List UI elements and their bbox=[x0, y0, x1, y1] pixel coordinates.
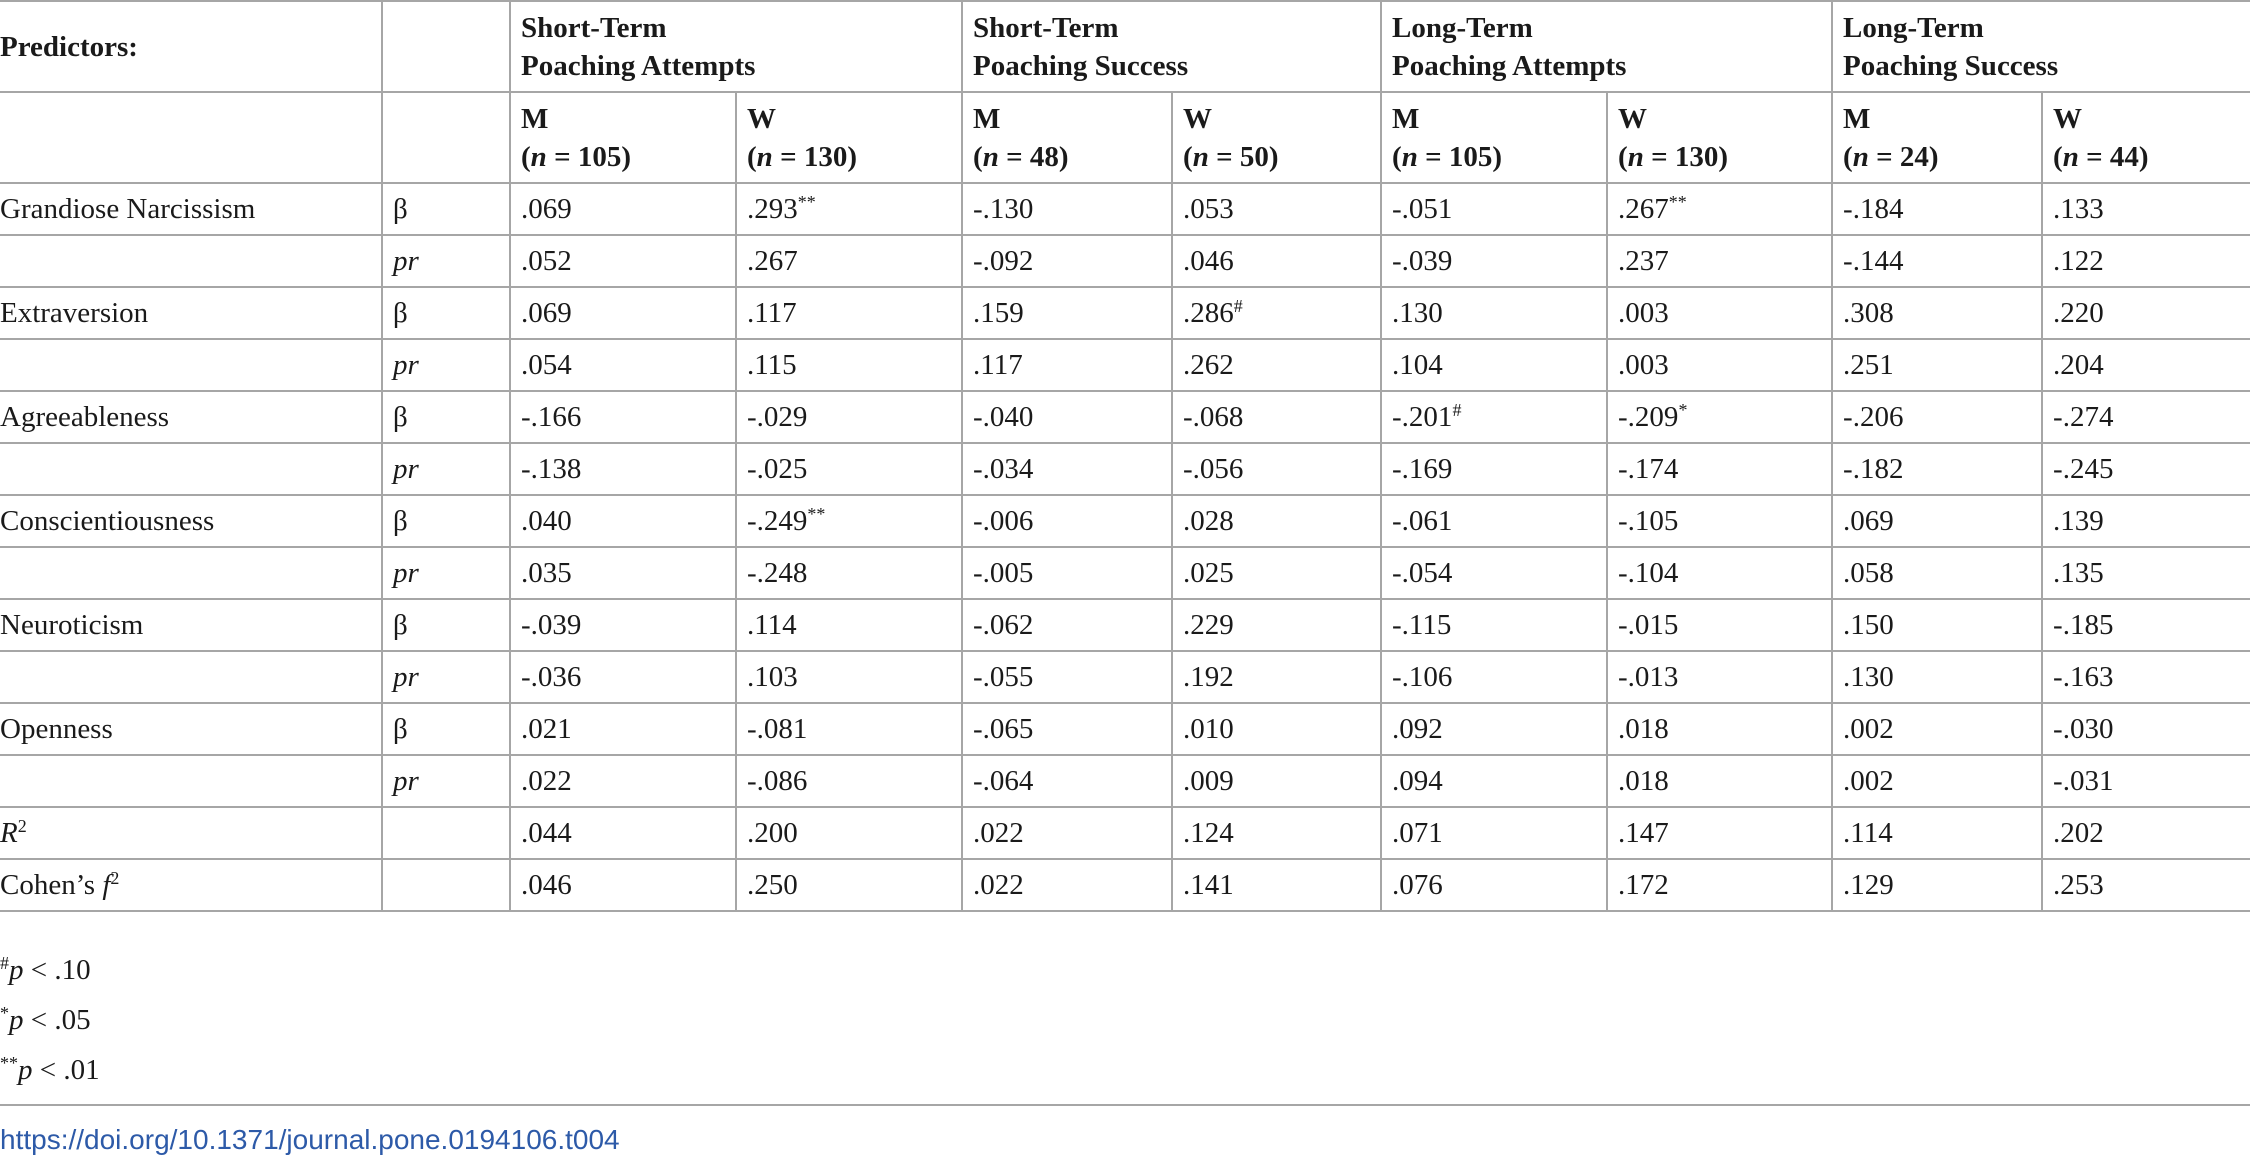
subgroup-header-cell: W (n = 130) bbox=[1607, 92, 1832, 183]
value-cell: .229 bbox=[1172, 599, 1381, 651]
value-cell: .139 bbox=[2042, 495, 2250, 547]
table-row bbox=[0, 391, 2250, 443]
value-cell: .052 bbox=[510, 235, 736, 287]
value-cell: -.163 bbox=[2042, 651, 2250, 703]
value-cell: .046 bbox=[1172, 235, 1381, 287]
table-row bbox=[0, 703, 2250, 755]
predictor-cell bbox=[0, 443, 382, 495]
value-cell: -.249** bbox=[736, 495, 962, 547]
value-cell: -.054 bbox=[1381, 547, 1607, 599]
value-cell: -.081 bbox=[736, 703, 962, 755]
value-cell: -.068 bbox=[1172, 391, 1381, 443]
value-cell: .003 bbox=[1607, 287, 1832, 339]
significance-mark: ** bbox=[807, 504, 826, 524]
predictor-cell: $R^2$ bbox=[0, 807, 382, 859]
value-cell: .253 bbox=[2042, 859, 2250, 911]
table-row bbox=[0, 859, 2250, 911]
value-cell: .053 bbox=[1172, 183, 1381, 235]
value-cell: .250 bbox=[736, 859, 962, 911]
value-cell: .094 bbox=[1381, 755, 1607, 807]
table-row bbox=[0, 339, 2250, 391]
stat-cell bbox=[382, 859, 510, 911]
value-cell: .076 bbox=[1381, 859, 1607, 911]
value-cell: .022 bbox=[962, 807, 1172, 859]
value-cell: -.039 bbox=[510, 599, 736, 651]
stat-cell: pr bbox=[382, 235, 510, 287]
value-cell: .069 bbox=[510, 287, 736, 339]
stat-cell: β bbox=[382, 495, 510, 547]
value-cell: -.056 bbox=[1172, 443, 1381, 495]
value-cell: -.086 bbox=[736, 755, 962, 807]
value-cell: -.036 bbox=[510, 651, 736, 703]
value-cell: -.039 bbox=[1381, 235, 1607, 287]
value-cell: .200 bbox=[736, 807, 962, 859]
value-cell: .003 bbox=[1607, 339, 1832, 391]
stat-cell: β bbox=[382, 391, 510, 443]
stat-cell: pr bbox=[382, 443, 510, 495]
value-cell: .286# bbox=[1172, 287, 1381, 339]
value-cell: .018 bbox=[1607, 755, 1832, 807]
predictor-cell bbox=[0, 235, 382, 287]
value-cell: .022 bbox=[962, 859, 1172, 911]
value-cell: .092 bbox=[1381, 703, 1607, 755]
value-cell: -.130 bbox=[962, 183, 1172, 235]
subgroup-header-row bbox=[0, 92, 2250, 183]
table-row bbox=[0, 235, 2250, 287]
value-cell: -.005 bbox=[962, 547, 1172, 599]
value-cell: .035 bbox=[510, 547, 736, 599]
value-cell: .069 bbox=[1832, 495, 2042, 547]
value-cell: -.184 bbox=[1832, 183, 2042, 235]
table-row bbox=[0, 287, 2250, 339]
value-cell: .135 bbox=[2042, 547, 2250, 599]
value-cell: -.274 bbox=[2042, 391, 2250, 443]
stat-cell: β bbox=[382, 183, 510, 235]
value-cell: -.029 bbox=[736, 391, 962, 443]
value-cell: .293** bbox=[736, 183, 962, 235]
table-row bbox=[0, 599, 2250, 651]
value-cell: -.006 bbox=[962, 495, 1172, 547]
value-cell: -.115 bbox=[1381, 599, 1607, 651]
value-cell: -.166 bbox=[510, 391, 736, 443]
significance-mark: # bbox=[1233, 296, 1243, 316]
predictor-cell: Openness bbox=[0, 703, 382, 755]
value-cell: -.206 bbox=[1832, 391, 2042, 443]
value-cell: .237 bbox=[1607, 235, 1832, 287]
value-cell: .104 bbox=[1381, 339, 1607, 391]
stat-cell: β bbox=[382, 287, 510, 339]
stat-cell: pr bbox=[382, 755, 510, 807]
value-cell: .267 bbox=[736, 235, 962, 287]
value-cell: -.174 bbox=[1607, 443, 1832, 495]
subhead-empty bbox=[0, 92, 382, 183]
value-cell: .114 bbox=[736, 599, 962, 651]
value-cell: .204 bbox=[2042, 339, 2250, 391]
subgroup-header-cell: W (n = 44) bbox=[2042, 92, 2250, 183]
value-cell: -.201# bbox=[1381, 391, 1607, 443]
value-cell: -.034 bbox=[962, 443, 1172, 495]
value-cell: .130 bbox=[1832, 651, 2042, 703]
value-cell: .124 bbox=[1172, 807, 1381, 859]
value-cell: -.065 bbox=[962, 703, 1172, 755]
value-cell: .133 bbox=[2042, 183, 2250, 235]
value-cell: -.015 bbox=[1607, 599, 1832, 651]
value-cell: .172 bbox=[1607, 859, 1832, 911]
value-cell: .022 bbox=[510, 755, 736, 807]
significance-mark: # bbox=[1452, 400, 1462, 420]
table-row bbox=[0, 495, 2250, 547]
table-row bbox=[0, 443, 2250, 495]
value-cell: -.182 bbox=[1832, 443, 2042, 495]
value-cell: .115 bbox=[736, 339, 962, 391]
stat-header-empty bbox=[382, 1, 510, 92]
value-cell: .159 bbox=[962, 287, 1172, 339]
significance-mark: * bbox=[1678, 400, 1688, 420]
group-header: Short-Term Poaching Success bbox=[962, 1, 1381, 92]
value-cell: .202 bbox=[2042, 807, 2250, 859]
value-cell: -.248 bbox=[736, 547, 962, 599]
predictor-cell bbox=[0, 339, 382, 391]
stat-cell: β bbox=[382, 703, 510, 755]
value-cell: .308 bbox=[1832, 287, 2042, 339]
value-cell: .114 bbox=[1832, 807, 2042, 859]
value-cell: .141 bbox=[1172, 859, 1381, 911]
predictor-cell: Cohen’s $f^2$ bbox=[0, 859, 382, 911]
value-cell: .010 bbox=[1172, 703, 1381, 755]
stat-cell bbox=[382, 807, 510, 859]
value-cell: -.245 bbox=[2042, 443, 2250, 495]
predictor-cell bbox=[0, 547, 382, 599]
value-cell: -.106 bbox=[1381, 651, 1607, 703]
table-row bbox=[0, 651, 2250, 703]
value-cell: .220 bbox=[2042, 287, 2250, 339]
value-cell: .262 bbox=[1172, 339, 1381, 391]
subgroup-header-cell: W (n = 130) bbox=[736, 92, 962, 183]
value-cell: -.169 bbox=[1381, 443, 1607, 495]
stat-cell: β bbox=[382, 599, 510, 651]
value-cell: -.138 bbox=[510, 443, 736, 495]
value-cell: .122 bbox=[2042, 235, 2250, 287]
value-cell: -.051 bbox=[1381, 183, 1607, 235]
group-header: Long-Term Poaching Attempts bbox=[1381, 1, 1832, 92]
group-header-row bbox=[0, 1, 2250, 92]
value-cell: .002 bbox=[1832, 755, 2042, 807]
significance-mark: ** bbox=[797, 192, 816, 212]
value-cell: .129 bbox=[1832, 859, 2042, 911]
value-cell: .002 bbox=[1832, 703, 2042, 755]
value-cell: -.061 bbox=[1381, 495, 1607, 547]
value-cell: .192 bbox=[1172, 651, 1381, 703]
predictors-header: Predictors: bbox=[0, 1, 382, 92]
group-header: Long-Term Poaching Success bbox=[1832, 1, 2250, 92]
stat-cell: pr bbox=[382, 651, 510, 703]
table-row bbox=[0, 183, 2250, 235]
value-cell: .046 bbox=[510, 859, 736, 911]
value-cell: -.062 bbox=[962, 599, 1172, 651]
value-cell: .069 bbox=[510, 183, 736, 235]
footnote: *p < .05 bbox=[0, 1003, 91, 1036]
value-cell: .150 bbox=[1832, 599, 2042, 651]
subgroup-header-cell: W (n = 50) bbox=[1172, 92, 1381, 183]
significance-mark: ** bbox=[1668, 192, 1687, 212]
subhead-empty bbox=[382, 92, 510, 183]
predictor-cell: Extraversion bbox=[0, 287, 382, 339]
value-cell: -.144 bbox=[1832, 235, 2042, 287]
value-cell: -.030 bbox=[2042, 703, 2250, 755]
table-row bbox=[0, 547, 2250, 599]
subgroup-header-cell: M (n = 105) bbox=[510, 92, 736, 183]
subgroup-header-cell: M (n = 105) bbox=[1381, 92, 1607, 183]
predictor-cell: Agreeableness bbox=[0, 391, 382, 443]
value-cell: .103 bbox=[736, 651, 962, 703]
predictor-cell bbox=[0, 651, 382, 703]
footnote: **p < .01 bbox=[0, 1053, 100, 1086]
value-cell: .018 bbox=[1607, 703, 1832, 755]
value-cell: .054 bbox=[510, 339, 736, 391]
value-cell: -.209* bbox=[1607, 391, 1832, 443]
subgroup-header-cell: M (n = 24) bbox=[1832, 92, 2042, 183]
stat-cell: pr bbox=[382, 547, 510, 599]
predictor-cell: Conscientiousness bbox=[0, 495, 382, 547]
value-cell: -.031 bbox=[2042, 755, 2250, 807]
value-cell: -.104 bbox=[1607, 547, 1832, 599]
group-header: Short-Term Poaching Attempts bbox=[510, 1, 962, 92]
footnote: #p < .10 bbox=[0, 953, 91, 986]
footnotes bbox=[0, 945, 100, 1095]
value-cell: .267** bbox=[1607, 183, 1832, 235]
value-cell: -.013 bbox=[1607, 651, 1832, 703]
value-cell: .009 bbox=[1172, 755, 1381, 807]
value-cell: .058 bbox=[1832, 547, 2042, 599]
value-cell: -.025 bbox=[736, 443, 962, 495]
value-cell: .025 bbox=[1172, 547, 1381, 599]
value-cell: -.185 bbox=[2042, 599, 2250, 651]
stat-cell: pr bbox=[382, 339, 510, 391]
value-cell: -.092 bbox=[962, 235, 1172, 287]
value-cell: .021 bbox=[510, 703, 736, 755]
value-cell: .040 bbox=[510, 495, 736, 547]
value-cell: .071 bbox=[1381, 807, 1607, 859]
value-cell: .130 bbox=[1381, 287, 1607, 339]
value-cell: .028 bbox=[1172, 495, 1381, 547]
predictor-cell bbox=[0, 755, 382, 807]
value-cell: -.064 bbox=[962, 755, 1172, 807]
value-cell: .117 bbox=[962, 339, 1172, 391]
table-row bbox=[0, 807, 2250, 859]
value-cell: -.055 bbox=[962, 651, 1172, 703]
predictor-cell: Grandiose Narcissism bbox=[0, 183, 382, 235]
table-row bbox=[0, 755, 2250, 807]
doi-link[interactable]: https://doi.org/10.1371/journal.pone.0194106.t004 bbox=[0, 1124, 620, 1155]
value-cell: -.040 bbox=[962, 391, 1172, 443]
value-cell: .147 bbox=[1607, 807, 1832, 859]
value-cell: .117 bbox=[736, 287, 962, 339]
footer-divider bbox=[0, 1104, 2250, 1106]
value-cell: .251 bbox=[1832, 339, 2042, 391]
value-cell: -.105 bbox=[1607, 495, 1832, 547]
subgroup-header-cell: M (n = 48) bbox=[962, 92, 1172, 183]
predictor-cell: Neuroticism bbox=[0, 599, 382, 651]
value-cell: .044 bbox=[510, 807, 736, 859]
